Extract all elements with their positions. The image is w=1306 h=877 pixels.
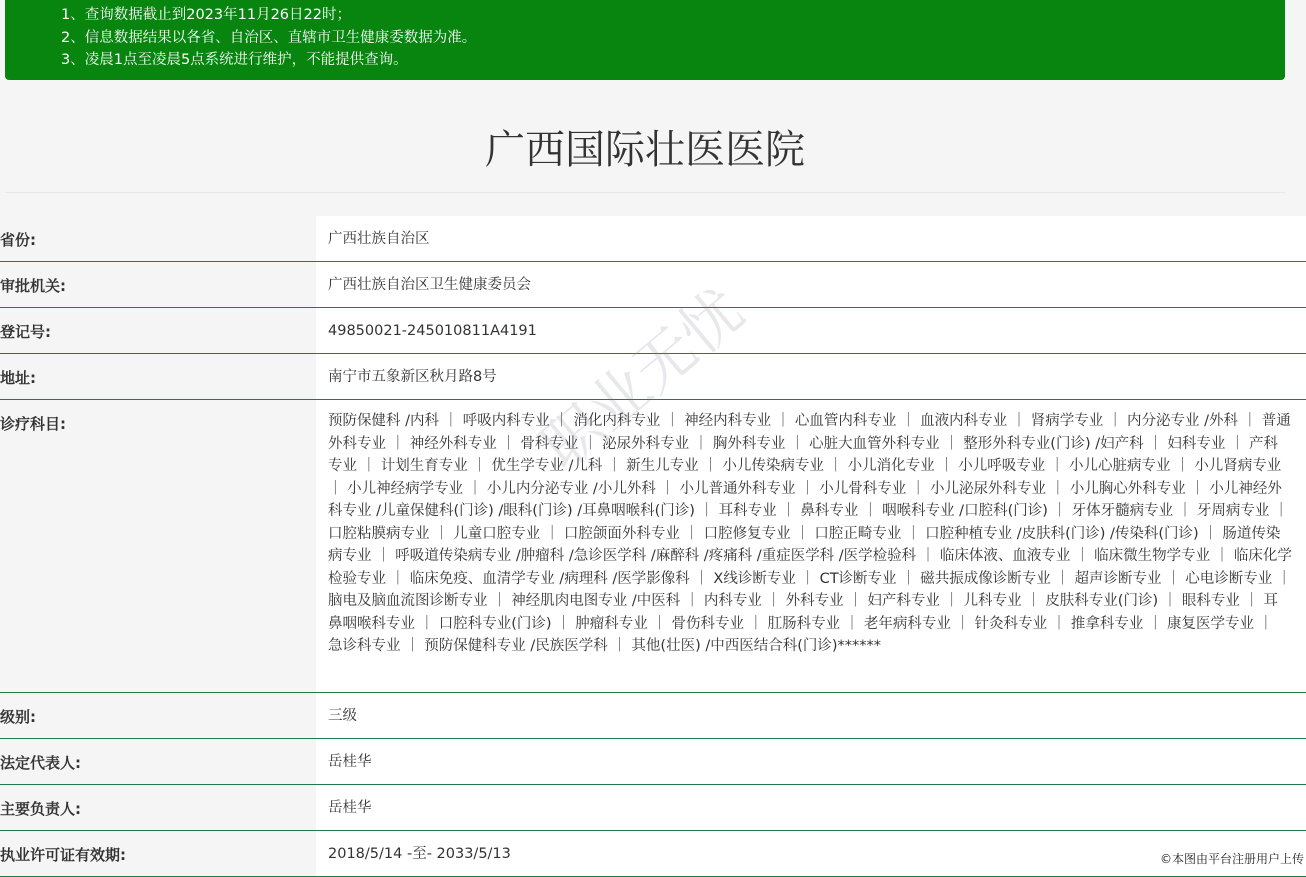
field-value: 广西壮族自治区 (316, 216, 1306, 261)
row-level (0, 693, 1306, 739)
field-label: 审批机关: (0, 277, 66, 295)
field-value: 49850021-245010811A4191 (316, 308, 1306, 353)
notice-line: 2、信息数据结果以各省、自治区、直辖市卫生健康委数据为准。 (61, 29, 477, 46)
field-label: 法定代表人: (0, 754, 81, 772)
field-value: 广西壮族自治区卫生健康委员会 (316, 262, 1306, 307)
field-label: 登记号: (0, 323, 51, 341)
field-label: 级别: (0, 708, 36, 726)
notice-line: 3、凌晨1点至凌晨5点系统进行维护，不能提供查询。 (61, 52, 408, 68)
field-value: 三级 (316, 693, 1306, 738)
info-table (0, 216, 1306, 877)
row-approval-authority (0, 262, 1306, 308)
field-value: 岳桂华 (316, 739, 1306, 784)
field-label: 执业许可证有效期: (0, 846, 126, 864)
row-province (0, 216, 1306, 262)
row-principal (0, 785, 1306, 831)
row-departments (0, 400, 1306, 693)
row-address (0, 354, 1306, 400)
field-label: 地址: (0, 369, 36, 387)
departments-list: 预防保健科 /内科 ｜ 呼吸内科专业 ｜ 消化内科专业 ｜ 神经内科专业 ｜ 心血管内科专业 ｜ 血液内科专业 ｜ 肾病学专业 ｜ 内分泌专业 /外科 ｜ 普通外科专业 ｜ 神经外科专业 ｜ 骨科专业 ｜ 泌尿外科专业 ｜ 胸外科专业 ｜ 心脏大血管外科专业 ｜ 整形外科专业(门诊) /妇产科 ｜ 妇科专业 ｜ 产科专业 ｜ 计划生育专业 ｜ 优生学专业 /儿科 ｜ 新生儿专业 ｜ 小儿传染病专业 ｜ 小儿消化专业 ｜ 小儿呼吸专业 ｜ 小儿心脏病专业 ｜ 小儿肾病专业 ｜ 小儿神经病学专业 ｜ 小儿内分泌专业 /小儿外科 ｜ 小儿普通外科专业 ｜ 小儿骨科专业 ｜ 小儿泌尿外科专业 ｜ 小儿胸心外科专业 ｜ 小儿神经外科专业 /儿童保健科(门诊) /眼科(门诊) /耳鼻咽喉科(门诊) ｜ 耳科专业 ｜ 鼻科专业 ｜ 咽喉科专业 /口腔科(门诊) ｜ 牙体牙髓病专业 ｜ 牙周病专业 ｜ 口腔粘膜病专业 ｜ 儿童口腔专业 ｜ 口腔颌面外科专业 ｜ 口腔修复专业 ｜ 口腔正畸专业 ｜ 口腔种植专业 /皮肤科(门诊) /传染科(门诊) ｜ 肠道传染病专业 ｜ 呼吸道传染病专业 /肿瘤科 /急诊医学科 /麻醉科 /疼痛科 /重症医学科 /医学检验科 ｜ 临床体液、血液专业 ｜ 临床微生物学专业 ｜ 临床化学检验专业 ｜ 临床免疫、血清学专业 /病理科 /医学影像科 ｜ X线诊断专业 ｜ CT诊断专业 ｜ 磁共振成像诊断专业 ｜ 超声诊断专业 ｜ 心电诊断专业 ｜ 脑电及脑血流图诊断专业 ｜ 神经肌肉电图专业 /中医科 ｜ 内科专业 ｜ 外科专业 ｜ 妇产科专业 ｜ 儿科专业 ｜ 皮肤科专业(门诊) ｜ 眼科专业 ｜ 耳鼻咽喉科专业 ｜ 口腔科专业(门诊) ｜ 肿瘤科专业 ｜ 骨伤科专业 ｜ 肛肠科专业 ｜ 老年病科专业 ｜ 针灸科专业 ｜ 推拿科专业 ｜ 康复医学专业 ｜ 急诊科专业 ｜ 预防保健科专业 /民族医学科 ｜ 其他(壮医) /中西医结合科(门诊)****** (316, 400, 1306, 692)
hospital-title: 广西国际壮医医院 (485, 127, 805, 173)
field-value: 2018/5/14 -至- 2033/5/13 (316, 831, 1306, 876)
title-divider (5, 192, 1285, 193)
field-label: 省份: (0, 231, 36, 249)
field-label: 主要负责人: (0, 800, 81, 818)
row-legal-representative (0, 739, 1306, 785)
upload-credit: ©本图由平台注册用户上传 (1159, 852, 1304, 866)
field-value: 岳桂华 (316, 785, 1306, 830)
field-value: 南宁市五象新区秋月路8号 (316, 354, 1306, 399)
notice-line: 1、查询数据截止到2023年11月26日22时； (61, 7, 351, 23)
notice-banner (5, 0, 1285, 80)
field-label: 诊疗科目: (0, 415, 66, 433)
row-license-validity (0, 831, 1306, 877)
row-registration-number (0, 308, 1306, 354)
